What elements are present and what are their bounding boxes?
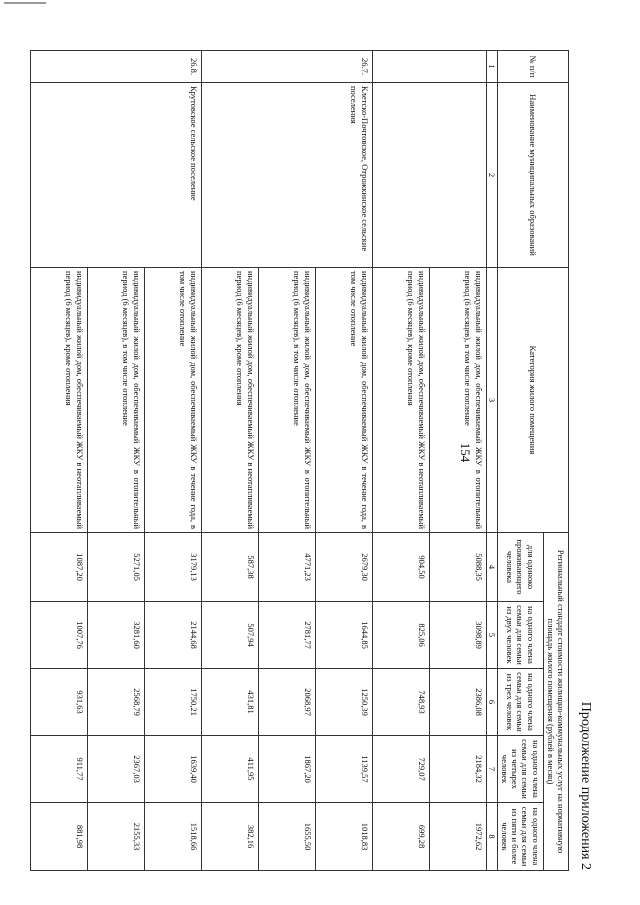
standard-value: 3098,89: [429, 602, 486, 669]
standard-value: 881,98: [30, 803, 87, 871]
standard-value: 748,93: [372, 669, 429, 736]
standard-value: 2184,32: [429, 736, 486, 803]
continuation-title: Продолжение приложения 2: [578, 701, 593, 870]
column-number: 3: [486, 268, 497, 533]
column-number: 7: [486, 736, 497, 803]
standard-value: 2367,03: [87, 736, 144, 803]
standard-value: 1644,85: [315, 602, 372, 669]
housing-category: индивидуальный жилой дом, обеспечиваемый ЖКУ в отопительный период (6 месяцев), в том числе отопление: [429, 268, 486, 533]
standard-value: 431,81: [201, 669, 258, 736]
page-number: 154: [458, 442, 473, 463]
standard-value: 587,38: [201, 533, 258, 602]
standard-value: 825,06: [372, 602, 429, 669]
column-number: 4: [486, 533, 497, 602]
standard-value: 2568,79: [87, 669, 144, 736]
standard-value: 729,07: [372, 736, 429, 803]
housing-category: индивидуальный жилой дом, обеспечиваемый ЖКУ в неотапливаемый период (6 месяцев), кроме отопления: [30, 268, 87, 533]
standard-value: 382,16: [201, 803, 258, 871]
standard-value: 1518,66: [144, 803, 201, 871]
standard-value: 2068,97: [258, 669, 315, 736]
housing-category: индивидуальный жилой дом, обеспечиваемый ЖКУ в течение года, в том числе отопление: [315, 268, 372, 533]
table-body: [30, 51, 568, 871]
standard-value: 699,28: [372, 803, 429, 871]
row-number: 26.8.: [30, 51, 201, 83]
rotated-page-content: [64, 50, 593, 870]
housing-category: индивидуальный жилой дом, обеспечиваемый ЖКУ в отопительный период (6 месяцев), в том числе отопление: [87, 268, 144, 533]
standard-value: 1087,20: [30, 533, 87, 602]
subheader-single: для одиноко проживающего человека: [497, 533, 543, 602]
standards-table: [30, 50, 569, 871]
standard-value: 1867,20: [258, 736, 315, 803]
housing-category: индивидуальный жилой дом, обеспечиваемый ЖКУ в отопительный период (6 месяцев), в том числе отопление: [258, 268, 315, 533]
column-number: 5: [486, 602, 497, 669]
municipality-name: Клетско-Почтовское, Отрожкинское сельские поселения: [201, 83, 372, 268]
standard-value: 1139,57: [315, 736, 372, 803]
standard-value: 1750,21: [144, 669, 201, 736]
header-municipality: Наименование муниципальных образований: [497, 83, 568, 268]
standard-value: 3281,60: [87, 602, 144, 669]
standard-value: 507,94: [201, 602, 258, 669]
standard-value: 904,50: [372, 533, 429, 602]
standard-value: 931,63: [30, 669, 87, 736]
row-number: [372, 51, 486, 83]
municipality-name: [372, 83, 486, 268]
standard-value: 3179,13: [144, 533, 201, 602]
standard-value: 5271,05: [87, 533, 144, 602]
standard-value: 1655,50: [258, 803, 315, 871]
table-row: [429, 51, 486, 871]
standard-value: 1972,62: [429, 803, 486, 871]
municipality-name: Крутовское сельское поселение: [30, 83, 201, 268]
top-rule-mark: [4, 2, 46, 4]
housing-category: индивидуальный жилой дом, обеспечиваемый ЖКУ в неотапливаемый период (6 месяцев), кроме отопления: [372, 268, 429, 533]
subheader-three: на одного члена семьи для семьи из трех человек: [497, 669, 543, 736]
housing-category: индивидуальный жилой дом, обеспечиваемый ЖКУ в течение года, в том числе отопление: [144, 268, 201, 533]
standard-value: 2155,33: [87, 803, 144, 871]
row-number: 26.7.: [201, 51, 372, 83]
standard-value: 911,77: [30, 736, 87, 803]
standard-value: 1018,83: [315, 803, 372, 871]
header-num: № п/п: [497, 51, 568, 83]
header-category: Категория жилого помещения: [497, 268, 568, 533]
housing-category: индивидуальный жилой дом, обеспечиваемый ЖКУ в неотапливаемый период (6 месяцев), кроме отопления: [201, 268, 258, 533]
column-number-row: [486, 51, 497, 871]
standard-value: 2781,77: [258, 602, 315, 669]
column-number: 1: [486, 51, 497, 83]
standard-value: 411,95: [201, 736, 258, 803]
column-number: 8: [486, 803, 497, 871]
standard-value: 5088,35: [429, 533, 486, 602]
subheader-two: на одного члена семьи для семьи из двух человек: [497, 602, 543, 669]
standard-value: 2144,68: [144, 602, 201, 669]
table-row: [144, 51, 201, 871]
column-number: 2: [486, 83, 497, 268]
subheader-four: на одного члена семьи для семьи из четырех человек: [497, 736, 543, 803]
column-number: 6: [486, 669, 497, 736]
header-standard: Региональный стандарт стоимости жилищно-коммунальных услуг на нормативную площадь жилого помещения (рублей в месяц): [543, 533, 568, 871]
header-row: [543, 51, 568, 871]
standard-value: 4771,23: [258, 533, 315, 602]
standard-value: 1639,40: [144, 736, 201, 803]
standard-value: 1250,39: [315, 669, 372, 736]
standard-value: 2386,08: [429, 669, 486, 736]
table-row: [315, 51, 372, 871]
standard-value: 2679,30: [315, 533, 372, 602]
standard-value: 1007,76: [30, 602, 87, 669]
subheader-five: на одного члена семьи для семьи из пяти и более человек: [497, 803, 543, 871]
